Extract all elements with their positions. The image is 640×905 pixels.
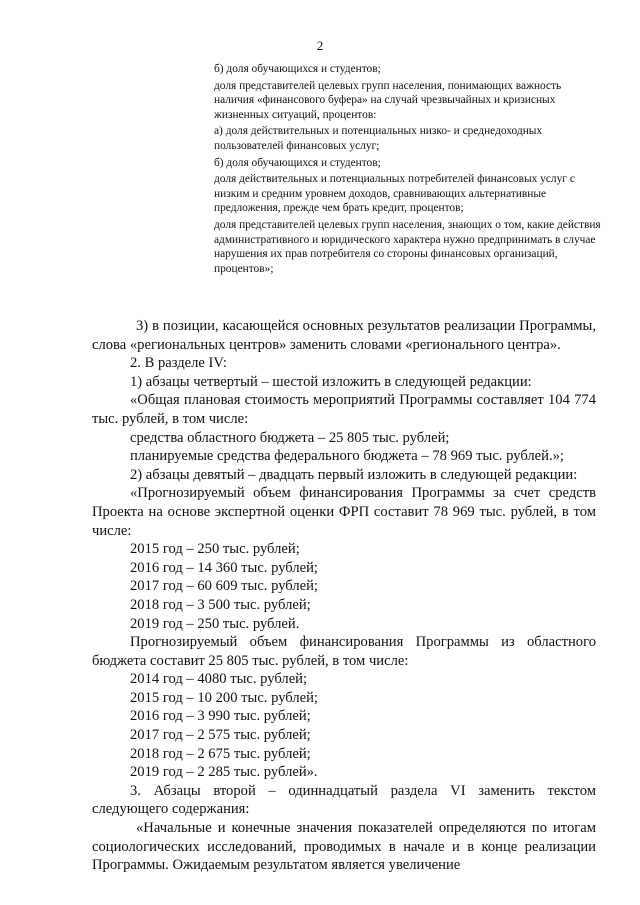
item-3-paragraph: 3) в позиции, касающейся основных результатов реализации Программы, слова «региональных центров» заменить словами «регионального центра». xyxy=(92,318,596,353)
regional-funds-line: средства областного бюджета – 25 805 тыс. рублей; xyxy=(130,429,450,446)
total-cost-paragraph: «Общая плановая стоимость мероприятий Программы составляет 104 774 тыс. рублей, в том числе: xyxy=(92,392,596,427)
regional-year-line: 2014 год – 4080 тыс. рублей; xyxy=(130,671,308,688)
regional-year-line: 2015 год – 10 200 тыс. рублей; xyxy=(130,689,318,706)
regional-year-line: 2018 год – 2 675 тыс. рублей; xyxy=(130,745,311,762)
inset-paragraph: доля представителей целевых групп населения, понимающих важность наличия «финансового буфера» на случай чрезвычайных и кризисных жизненных ситуаций, процентов: xyxy=(214,79,562,121)
section-4-heading: 2. В разделе IV: xyxy=(130,355,227,372)
inset-paragraph: б) доля обучающихся и студентов; xyxy=(214,63,381,75)
inset-paragraph: а) доля действительных и потенциальных низко- и среднедоходных пользователей финансовых услуг; xyxy=(214,125,543,152)
section-6-paragraph: 3. Абзацы второй – одиннадцатый раздела VI заменить текстом следующего содержания: xyxy=(92,782,596,818)
inset-paragraph: б) доля обучающихся и студентов; xyxy=(214,156,381,169)
regional-year-line: 2019 год – 2 285 тыс. рублей». xyxy=(130,764,318,781)
federal-year-line: 2015 год – 250 тыс. рублей; xyxy=(130,541,300,558)
subitem-1-paragraph: 1) абзацы четвертый – шестой изложить в следующей редакции: xyxy=(130,373,532,390)
regional-year-line: 2016 год – 3 990 тыс. рублей; xyxy=(130,708,311,725)
closing-paragraph: «Начальные и конечные значения показателей определяются по итогам социологических исследований, проводимых в начале и в конце реализации Программы. Ожидаемым результатом является увеличение xyxy=(92,820,596,874)
inset-paragraph: доля представителей целевых групп населения, знающих о том, какие действия административного и юридического характера нужно предпринимать в случае нарушения их прав потребителя со стороны финансовых организаций, процентов»; xyxy=(214,218,601,275)
document-body xyxy=(92,317,596,875)
page-number: 2 xyxy=(316,38,324,53)
federal-funds-line: планируемые средства федерального бюджета – 78 969 тыс. рублей.»; xyxy=(130,448,564,465)
forecast-regional-paragraph: Прогнозируемый объем финансирования Программы из областного бюджета составит 25 805 тыс. рублей, в том числе: xyxy=(92,634,596,669)
forecast-federal-paragraph: «Прогнозируемый объем финансирования Программы за счет средств Проекта на основе экспертной оценки ФРП составит 78 969 тыс. рублей, в том числе: xyxy=(92,485,596,539)
federal-year-line: 2017 год – 60 609 тыс. рублей; xyxy=(130,578,318,595)
federal-year-line: 2019 год – 250 тыс. рублей. xyxy=(130,615,300,632)
inset-paragraph: доля действительных и потенциальных потребителей финансовых услуг с низким и средним уровнем доходов, сравнивающих альтернативные предложения, прежде чем брать кредит, процентов; xyxy=(214,173,575,215)
quoted-indicators-block xyxy=(214,62,604,278)
federal-year-line: 2018 год – 3 500 тыс. рублей; xyxy=(130,596,311,613)
regional-year-line: 2017 год – 2 575 тыс. рублей; xyxy=(130,727,311,744)
subitem-2-paragraph: 2) абзацы девятый – двадцать первый изложить в следующей редакции: xyxy=(130,466,578,483)
federal-year-line: 2016 год – 14 360 тыс. рублей; xyxy=(130,559,318,576)
